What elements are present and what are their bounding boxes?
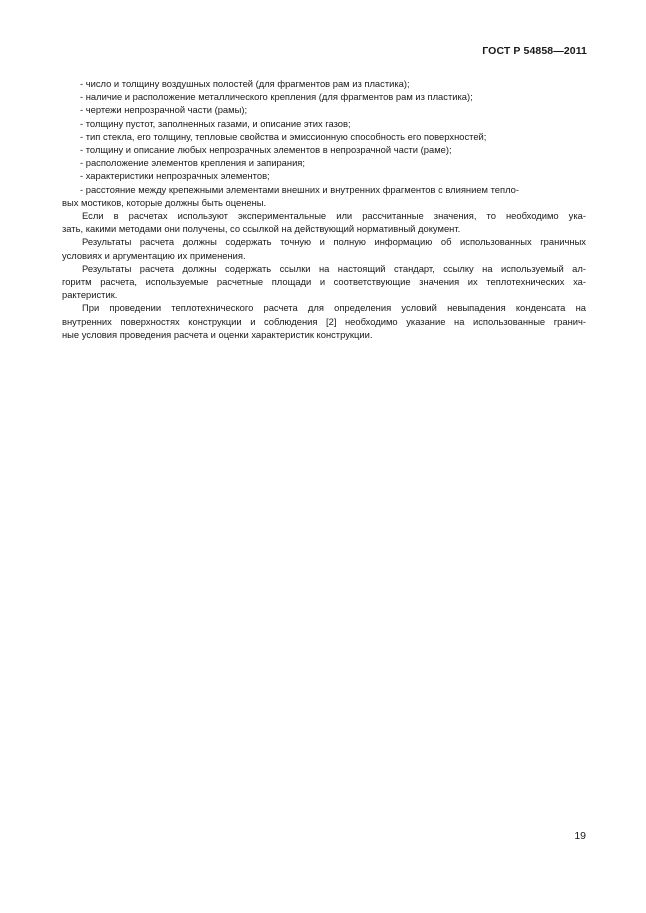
paragraph-line: Результаты расчета должны содержать ссылки на настоящий стандарт, ссылку на используемый ал- [82, 262, 586, 274]
list-item: - толщину пустот, заполненных газами, и описание этих газов; [80, 117, 351, 129]
paragraph-line: Если в расчетах используют экспериментальные или рассчитанные значения, то необходимо ука- [82, 210, 586, 222]
paragraph-line: При проведении теплотехнического расчета для определения условий невыпадения конденсата на [82, 302, 586, 314]
list-item: - тип стекла, его толщину, тепловые свойства и эмиссионную способность его поверхностей; [80, 130, 487, 142]
list-item: - характеристики непрозрачных элементов; [80, 170, 270, 182]
paragraph-line: Результаты расчета должны содержать точную и полную информацию об использованных граничных [82, 236, 586, 248]
paragraph-line: зать, какими методами они получены, со ссылкой на действующий нормативный документ. [62, 223, 461, 235]
list-item: - наличие и расположение металлического крепления (для фрагментов рам из пластика); [80, 91, 473, 103]
list-item: - чертежи непрозрачной части (рамы); [80, 104, 248, 116]
paragraph-references [62, 262, 586, 302]
list-item: - толщину и описание любых непрозрачных элементов в непрозрачной части (раме); [80, 144, 452, 156]
document-header: ГОСТ Р 54858—2011 [482, 45, 587, 57]
paragraph-methods [62, 209, 586, 235]
page-number: 19 [574, 830, 586, 842]
document-body [62, 77, 586, 341]
paragraph-line: горитм расчета, используемые расчетные площади и соответствующие значения их теплотехнических ха- [62, 276, 586, 288]
paragraph-line: внутренних поверхностях конструкции и соблюдения [2] необходимо указание на использованные гранич- [62, 315, 586, 327]
list-item: - расстояние между крепежными элементами внешних и внутренних фрагментов с влиянием тепло- [80, 183, 519, 195]
paragraph-line: рактеристик. [62, 289, 118, 301]
list-item: - расположение элементов крепления и запирания; [80, 157, 305, 169]
list-item-continuation: вых мостиков, которые должны быть оценены. [62, 196, 267, 208]
requirements-list [62, 77, 586, 196]
paragraph-condensation [62, 301, 586, 341]
paragraph-line: условиях и аргументацию их применения. [62, 249, 246, 261]
paragraph-line: ные условия проведения расчета и оценки характеристик конструкции. [62, 328, 373, 340]
paragraph-boundary-conditions [62, 235, 586, 261]
list-item: - число и толщину воздушных полостей (для фрагментов рам из пластика); [80, 78, 410, 89]
